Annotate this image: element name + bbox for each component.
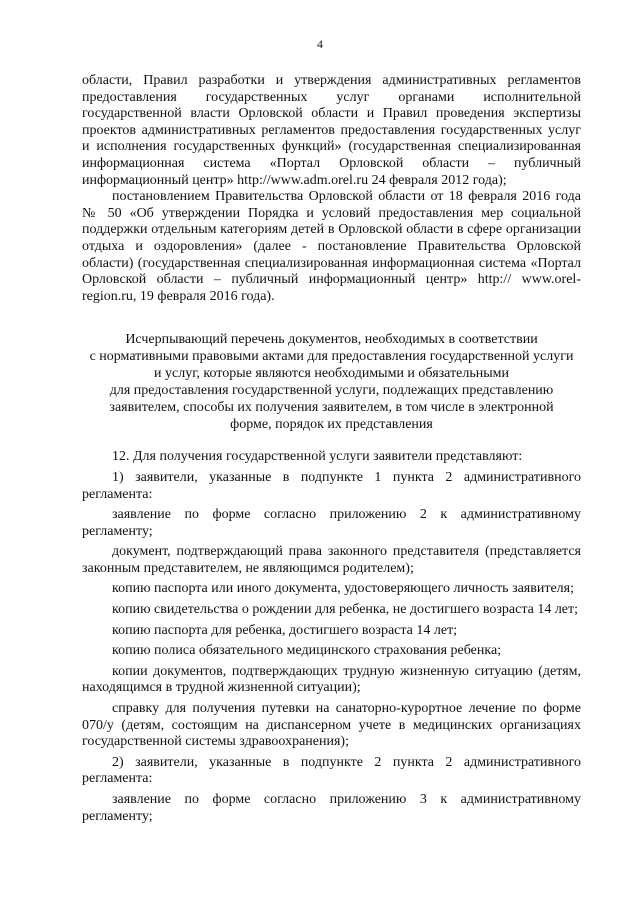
heading-line: и услуг, которые являются необходимыми и обязательными (154, 366, 509, 382)
paragraph-subitem-2: 2) заявители, указанные в подпункте 2 пункта 2 административного регламента: (82, 754, 581, 787)
paragraph-medical-insurance: копию полиса обязательного медицинского страхования ребенка; (112, 643, 502, 659)
heading-line: форме, порядок их представления (230, 417, 433, 433)
paragraph-item-12: 12. Для получения государственной услуги заявители представляют: (112, 449, 523, 465)
paragraph-birth-certificate: копию свидетельства о рождении для ребенка, не достигшего возраста 14 лет; (112, 602, 579, 618)
heading-line: для предоставления государственной услуги, подлежащих представлению (109, 383, 554, 399)
paragraph-passport-copy: копию паспорта или иного документа, удостоверяющего личность заявителя; (112, 581, 574, 597)
page-number: 4 (317, 37, 323, 51)
paragraph-application-form-3: заявление по форме согласно приложению 3 к административному регламенту; (82, 792, 581, 824)
paragraph-subitem-1: 1) заявители, указанные в подпункте 1 пункта 2 административного регламента: (82, 469, 581, 502)
heading-line: Исчерпывающий перечень документов, необходимых в соответствии (125, 332, 538, 348)
heading-line: заявителем, способы их получения заявителем, в том числе в электронной (109, 400, 554, 416)
paragraph-representative-document: документ, подтверждающий права законного представителя (представляется законным представителем, не являющимся родителем); (82, 544, 581, 576)
paragraph-child-passport: копию паспорта для ребенка, достигшего возраста 14 лет; (112, 622, 458, 638)
paragraph-sanatorium-certificate: справку для получения путевки на санаторно-курортное лечение по форме 070/у (детям, состоящим на диспансерном учете в медицинских организациях государственной системы здравоохранения); (82, 701, 581, 750)
paragraph-government-resolution: постановлением Правительства Орловской области от 18 февраля 2016 года № 50 «Об утверждении Порядка и условий предоставления мер социальной поддержки отдельным категориям детей в Орловской области в сфере организации отдыха и оздоровления» (далее - постановление Правительства Орловской области) (государственная специализированная информационная система «Портал Орловской области – публичный информационный центр» http:// www.orel-region.ru, 19 февраля 2016 года). (82, 189, 581, 304)
document-body (82, 73, 581, 825)
paragraph-application-form-2: заявление по форме согласно приложению 2 к административному регламенту; (82, 507, 581, 539)
paragraph-hardship-documents: копии документов, подтверждающих трудную жизненную ситуацию (детям, находящимся в трудной жизненной ситуации); (82, 663, 581, 696)
section-heading (82, 331, 581, 433)
heading-line: с нормативными правовыми актами для предоставления государственной услуги (89, 349, 574, 365)
paragraph-rules-continuation: области, Правил разработки и утверждения административных регламентов предоставления государственных услуг органами исполнительной государственной власти Орловской области и Правил проведения экспертизы проектов административных регламентов предоставления государственных услуг и исполнения государственных функций» (государственная специализированная информационная система «Портал Орловской области – публичный информационный центр» http://www.adm.orel.ru 24 февраля 2012 года); (82, 73, 581, 188)
